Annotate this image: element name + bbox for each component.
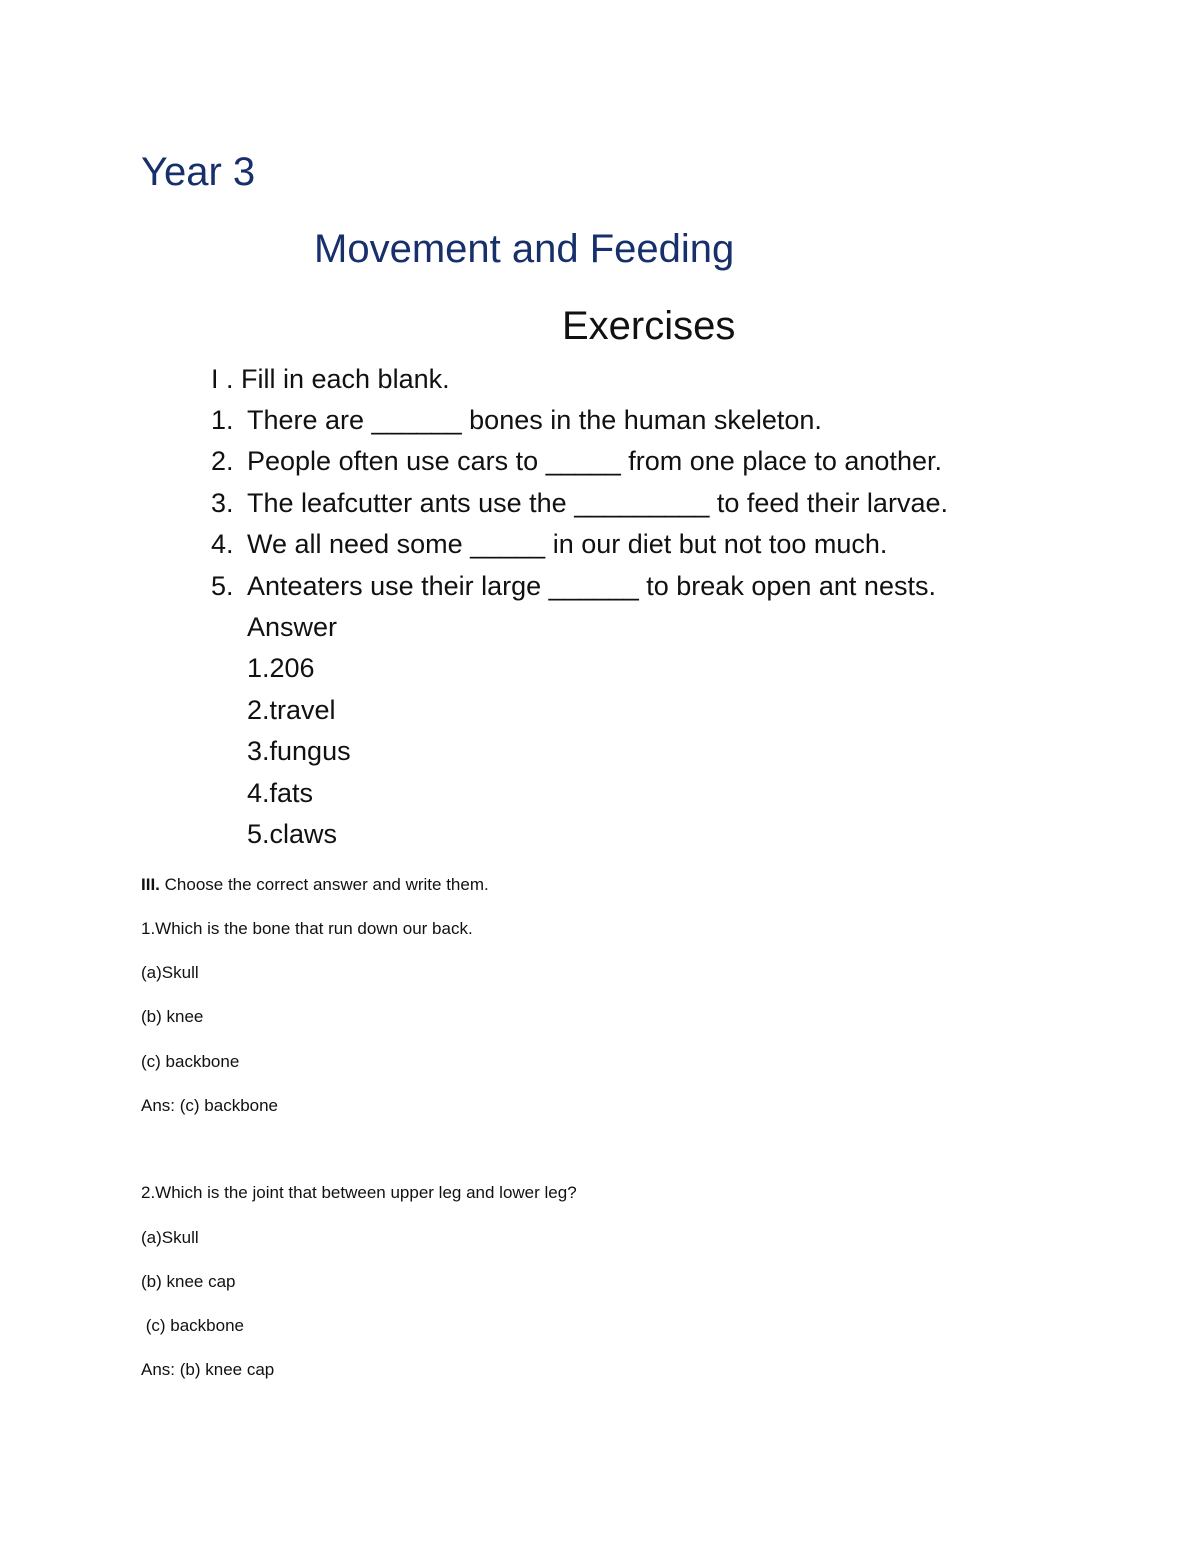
item-number: 2.	[211, 446, 234, 477]
q1-answer: Ans: (c) backbone	[141, 1096, 279, 1115]
choice-heading-number: III.	[141, 875, 160, 894]
question-1: 1.Which is the bone that run down our back.	[141, 919, 473, 938]
item-number: 4.	[211, 529, 234, 560]
list-item	[211, 485, 948, 526]
item-text: The leafcutter ants use the _________ to feed their larvae.	[247, 487, 948, 518]
q2-option-b: (b) knee cap	[141, 1272, 236, 1291]
q2-answer: Ans: (b) knee cap	[141, 1360, 275, 1379]
q1-option-c: (c) backbone	[141, 1052, 240, 1071]
choice-heading	[141, 873, 489, 897]
list-item	[211, 402, 948, 443]
answer-item: 1.206	[247, 653, 315, 684]
list-item	[211, 568, 948, 609]
list-item	[211, 526, 948, 567]
item-number: 1.	[211, 405, 234, 435]
item-text: Anteaters use their large ______ to break open ant nests.	[247, 570, 936, 601]
item-text: People often use cars to _____ from one place to another.	[247, 446, 942, 477]
choice-heading-text: Choose the correct answer and write them.	[159, 875, 489, 894]
exercises-heading: Exercises	[562, 304, 736, 348]
answer-item: 5.claws	[247, 818, 338, 849]
answer-item: 3.fungus	[247, 736, 351, 767]
item-text: We all need some _____ in our diet but not too much.	[247, 529, 888, 560]
item-number: 3.	[211, 487, 234, 518]
q1-option-a: (a)Skull	[141, 963, 199, 982]
answer-item: 2.travel	[247, 694, 336, 725]
q2-option-a: (a)Skull	[141, 1228, 199, 1247]
fill-blank-list	[211, 402, 948, 609]
answer-item: 4.fats	[247, 777, 314, 808]
q1-option-b: (b) knee	[141, 1007, 204, 1026]
item-number: 5.	[211, 570, 234, 601]
q2-option-c: (c) backbone	[141, 1316, 244, 1335]
answer-block	[247, 609, 351, 857]
year-heading: Year 3	[141, 150, 256, 194]
list-item	[211, 443, 948, 484]
item-text: There are ______ bones in the human skeleton.	[247, 405, 822, 435]
question-2: 2.Which is the joint that between upper leg and lower leg?	[141, 1183, 577, 1202]
answer-heading: Answer	[247, 612, 338, 642]
fill-blank-heading: I . Fill in each blank.	[211, 364, 450, 394]
page-title: Movement and Feeding	[314, 227, 735, 271]
